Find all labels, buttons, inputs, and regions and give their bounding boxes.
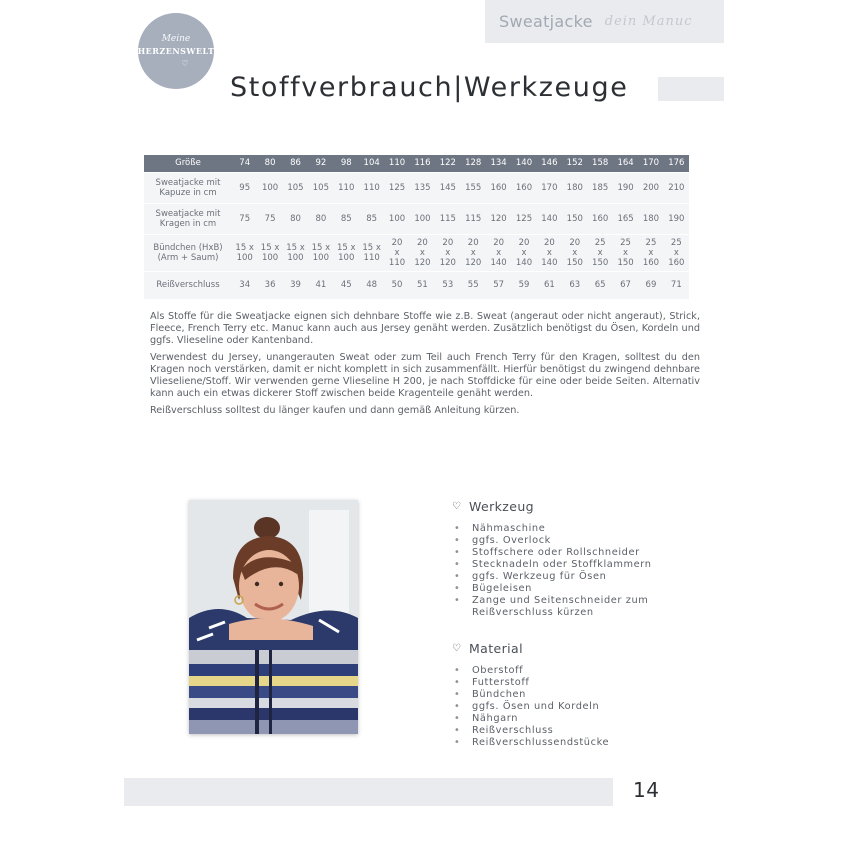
table-cell: 100: [384, 203, 409, 234]
list-item-text: ggfs. Ösen und Kordeln: [472, 701, 600, 712]
table-cell: 20 x 150: [562, 234, 587, 271]
table-cell: 85: [334, 203, 359, 234]
pattern-script-name: dein Manuc: [604, 14, 693, 29]
table-cell: 67: [613, 271, 638, 299]
table-cell: 50: [384, 271, 409, 299]
table-cell: 140: [537, 203, 562, 234]
table-cell: 15 x 100: [283, 234, 308, 271]
size-header-cell: 164: [613, 155, 638, 172]
size-header-cell: 170: [638, 155, 663, 172]
table-cell: 55: [461, 271, 486, 299]
fabric-notes: [150, 311, 700, 422]
table-cell: 110: [334, 172, 359, 203]
bullet-icon: •: [454, 535, 461, 546]
table-cell: 170: [537, 172, 562, 203]
list-item: [454, 725, 712, 737]
bullet-icon: •: [454, 665, 461, 676]
table-cell: 34: [232, 271, 257, 299]
table-cell: 115: [461, 203, 486, 234]
tools-list: [454, 523, 712, 619]
logo-heart-icon: ♡: [181, 59, 189, 68]
table-cell: 51: [410, 271, 435, 299]
table-cell: 165: [613, 203, 638, 234]
table-cell: 36: [257, 271, 282, 299]
table-cell: 20 x 140: [511, 234, 536, 271]
bullet-icon: •: [454, 713, 461, 724]
table-cell: 145: [435, 172, 460, 203]
table-cell: 100: [410, 203, 435, 234]
table-cell: 80: [308, 203, 333, 234]
list-item-text: Reißverschlussendstücke: [472, 737, 610, 748]
bullet-icon: •: [454, 725, 461, 736]
bullet-icon: •: [454, 677, 461, 688]
tools-title: Werkzeug: [469, 499, 535, 514]
table-cell: 25 x 160: [664, 234, 689, 271]
size-header-cell: 176: [664, 155, 689, 172]
fabric-paragraph: Als Stoffe für die Sweatjacke eignen sich dehnbare Stoffe wie z.B. Sweat (angeraut oder nicht angeraut), Strick, Fleece, French Terry etc. Manuc kann auch aus Jersey genäht werden. Zusätzlich benötigst du Ösen, Kordeln und ggfs. Vlieseline oder Kantenband.: [150, 311, 700, 346]
list-item-text: Futterstoff: [472, 677, 530, 688]
table-row-label: Bündchen (HxB) (Arm + Saum): [144, 234, 232, 271]
size-header-cell: 134: [486, 155, 511, 172]
table-cell: 180: [638, 203, 663, 234]
table-cell: 120: [486, 203, 511, 234]
bullet-icon: •: [454, 701, 461, 712]
table-cell: 95: [232, 172, 257, 203]
table-cell: 25 x 150: [587, 234, 612, 271]
size-header-cell: 80: [257, 155, 282, 172]
header-band: [485, 0, 724, 43]
list-item-text: Stecknadeln oder Stoffklammern: [472, 559, 652, 570]
table-cell: 85: [359, 203, 384, 234]
logo-wordmark: HERZENSWELT: [137, 46, 215, 56]
table-cell: 69: [638, 271, 663, 299]
list-item-text: Bügeleisen: [472, 583, 532, 594]
bullet-icon: •: [454, 737, 461, 748]
table-cell: 135: [410, 172, 435, 203]
list-item-text: ggfs. Overlock: [472, 535, 551, 546]
table-cell: 100: [257, 172, 282, 203]
size-header-cell: 104: [359, 155, 384, 172]
size-header-cell: 140: [511, 155, 536, 172]
table-cell: 180: [562, 172, 587, 203]
material-heading: [452, 641, 712, 656]
table-cell: 45: [334, 271, 359, 299]
table-cell: 15 x 110: [359, 234, 384, 271]
bullet-icon: •: [454, 689, 461, 700]
table-cell: 20 x 140: [537, 234, 562, 271]
table-cell: 39: [283, 271, 308, 299]
table-cell: 20 x 110: [384, 234, 409, 271]
bullet-icon: •: [454, 547, 461, 558]
table-row-label: Sweatjacke mit Kapuze in cm: [144, 172, 232, 203]
table-cell: 150: [562, 203, 587, 234]
list-item-text: Nähgarn: [472, 713, 519, 724]
table-cell: 25 x 160: [638, 234, 663, 271]
table-cell: 57: [486, 271, 511, 299]
bullet-icon: •: [454, 559, 461, 570]
bullet-icon: •: [454, 583, 461, 594]
material-list: [454, 665, 712, 749]
size-header-cell: 110: [384, 155, 409, 172]
table-cell: 41: [308, 271, 333, 299]
table-cell: 61: [537, 271, 562, 299]
list-item: [454, 583, 712, 595]
list-item-text: ggfs. Werkzeug für Ösen: [472, 571, 607, 582]
designer-photo: [189, 500, 358, 734]
table-cell: 15 x 100: [257, 234, 282, 271]
table-row: [144, 172, 689, 203]
list-item: [454, 571, 712, 583]
size-header-cell: 146: [537, 155, 562, 172]
page-title: Stoffverbrauch|Werkzeuge: [230, 72, 629, 103]
list-item-text: Nähmaschine: [472, 523, 546, 534]
table-cell: 59: [511, 271, 536, 299]
table-cell: 190: [613, 172, 638, 203]
table-header-label: Größe: [144, 155, 232, 172]
table-cell: 160: [587, 203, 612, 234]
list-item-text: Zange und Seitenschneider zum Reißverschluss kürzen: [472, 595, 649, 618]
list-item-text: Reißverschluss: [472, 725, 554, 736]
table-cell: 20 x 120: [410, 234, 435, 271]
table-cell: 155: [461, 172, 486, 203]
table-cell: 110: [359, 172, 384, 203]
size-header-cell: 122: [435, 155, 460, 172]
table-cell: 105: [308, 172, 333, 203]
table-cell: 75: [232, 203, 257, 234]
bullet-icon: •: [454, 595, 461, 606]
material-title: Material: [469, 641, 523, 656]
logo-script-text: Meine: [161, 34, 191, 44]
size-header-cell: 74: [232, 155, 257, 172]
list-item: [454, 523, 712, 535]
list-item: [454, 677, 712, 689]
list-item: [454, 559, 712, 571]
table-row: [144, 234, 689, 271]
list-item: [454, 547, 712, 559]
fabric-consumption-table: [144, 155, 689, 299]
table-row-label: Reißverschluss: [144, 271, 232, 299]
size-header-cell: 152: [562, 155, 587, 172]
heart-icon: ♡: [452, 643, 462, 654]
table-row-label: Sweatjacke mit Kragen in cm: [144, 203, 232, 234]
list-item: [454, 701, 712, 713]
size-header-cell: 86: [283, 155, 308, 172]
pattern-name: Sweatjacke: [499, 12, 593, 31]
table-cell: 20 x 120: [435, 234, 460, 271]
brand-logo: [138, 13, 214, 89]
table-cell: 63: [562, 271, 587, 299]
size-header-cell: 98: [334, 155, 359, 172]
tools-section: [452, 499, 712, 619]
size-header-cell: 158: [587, 155, 612, 172]
size-header-cell: 92: [308, 155, 333, 172]
list-item: [454, 595, 712, 619]
table-row: [144, 203, 689, 234]
table-cell: 115: [435, 203, 460, 234]
list-item-text: Stoffschere oder Rollschneider: [472, 547, 640, 558]
table-cell: 210: [664, 172, 689, 203]
list-item: [454, 689, 712, 701]
list-item: [454, 535, 712, 547]
table-cell: 80: [283, 203, 308, 234]
size-header-cell: 128: [461, 155, 486, 172]
table-cell: 160: [511, 172, 536, 203]
material-section: [452, 641, 712, 749]
bullet-icon: •: [454, 571, 461, 582]
table-cell: 105: [283, 172, 308, 203]
table-cell: 185: [587, 172, 612, 203]
table-row: [144, 271, 689, 299]
table-cell: 125: [511, 203, 536, 234]
bullet-icon: •: [454, 523, 461, 534]
table-cell: 125: [384, 172, 409, 203]
footer-band: [124, 778, 613, 806]
title-accent-bar: [658, 77, 724, 101]
size-header-cell: 116: [410, 155, 435, 172]
list-item-text: Oberstoff: [472, 665, 524, 676]
table-cell: 71: [664, 271, 689, 299]
collar-paragraph: Verwendest du Jersey, unangerauten Sweat oder zum Teil auch French Terry für den Kragen, solltest du den Kragen noch verstärken, damit er nicht komplett in sich zusammenfällt. Hierfür benötigst du zwingend dehnbare Vlieseliene/Stoff. Wir verwenden gerne Vlieseline H 200, je nach Stoffdicke für eine oder beide Seiten. Alternativ kann auch ein etwas dickerer Stoff zwischen beide Kragenteile genäht werden.: [150, 352, 700, 399]
list-item: [454, 737, 712, 749]
table-cell: 190: [664, 203, 689, 234]
tools-heading: [452, 499, 712, 514]
page-number: 14: [633, 778, 660, 802]
table-cell: 75: [257, 203, 282, 234]
table-cell: 160: [486, 172, 511, 203]
table-cell: 48: [359, 271, 384, 299]
table-header-row: [144, 155, 689, 172]
table-cell: 15 x 100: [232, 234, 257, 271]
zipper-paragraph: Reißverschluss solltest du länger kaufen und dann gemäß Anleitung kürzen.: [150, 405, 520, 416]
list-item: [454, 713, 712, 725]
table-cell: 65: [587, 271, 612, 299]
list-item-text: Bündchen: [472, 689, 526, 700]
table-cell: 25 x 150: [613, 234, 638, 271]
table-cell: 53: [435, 271, 460, 299]
table-cell: 15 x 100: [308, 234, 333, 271]
table-cell: 20 x 120: [461, 234, 486, 271]
list-item: [454, 665, 712, 677]
table-body: [144, 172, 689, 299]
heart-icon: ♡: [452, 501, 462, 512]
table-cell: 200: [638, 172, 663, 203]
table-cell: 20 x 140: [486, 234, 511, 271]
table-cell: 15 x 100: [334, 234, 359, 271]
